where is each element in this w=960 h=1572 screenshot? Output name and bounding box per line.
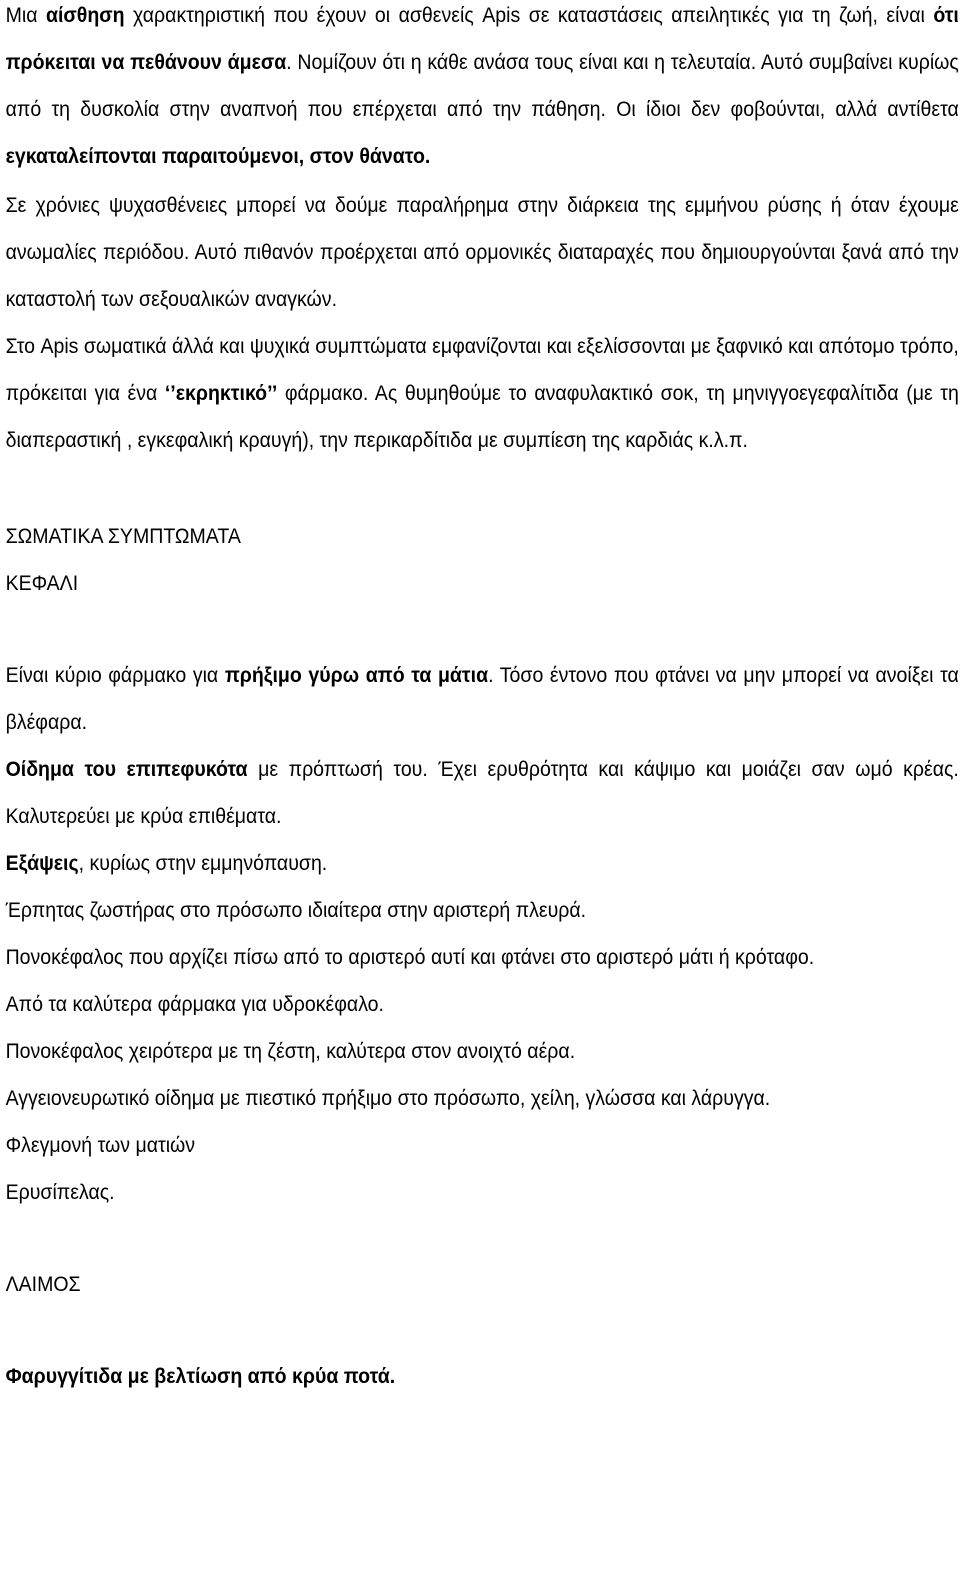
emphasis: Οίδημα του επιπεφυκότα xyxy=(5,758,248,781)
psychosis-paragraph: Σε χρόνιες ψυχασθένειες μπορεί να δούμε παραλήρημα στην διάρκεια της εμμήνου ρύσης ή όταν έχουμε ανωμαλίες περιόδου. Αυτό πιθανόν προέρχεται από ορμονικές διαταραχές που δημιουργούνται ξανά από την καταστολή των σεξουαλικών αναγκών. xyxy=(5,194,959,311)
throat-item xyxy=(6,1353,959,1400)
text: Είναι κύριο φάρμακο για xyxy=(5,664,225,687)
text: , κυρίως στην εμμηνόπαυση. xyxy=(78,852,328,875)
head-item xyxy=(6,746,959,840)
heading-throat: ΛΑΙΜΟΣ xyxy=(5,1273,81,1296)
head-item: Από τα καλύτερα φάρμακα για υδροκέφαλο. xyxy=(5,993,384,1016)
text: με πρόπτωσή του. Έχει ερυθρότητα και κάψιμο και μοιάζει σαν ωμό κρέας. Καλυτερεύει με κρύα επιθέματα. xyxy=(5,758,959,828)
head-item: Αγγειονευρωτικό οίδημα με πιεστικό πρήξιμο στο πρόσωπο, χείλη, γλώσσα και λάρυγγα. xyxy=(5,1087,771,1110)
emphasis: Εξάψεις xyxy=(5,852,79,875)
text: . Νομίζουν ότι η κάθε ανάσα τους είναι και η τελευταία. Αυτό συμβαίνει κυρίως από τη δυσκολία στην αναπνοή που επέρχεται από την πάθηση. Οι ίδιοι δεν φοβούνται, αλλά αντίθετα xyxy=(5,51,959,121)
head-item: Πονοκέφαλος που αρχίζει πίσω από το αριστερό αυτί και φτάνει στο αριστερό μάτι ή κρόταφο. xyxy=(5,946,815,969)
head-item xyxy=(6,652,959,746)
emphasis: εγκαταλείπονται παραιτούμενοι, στον θάνατο. xyxy=(5,145,431,168)
onset-paragraph xyxy=(6,323,959,464)
head-item xyxy=(6,840,959,887)
heading-symptoms: ΣΩΜΑΤΙΚΑ ΣΥΜΠΤΩΜΑΤΑ xyxy=(5,525,241,548)
text: χαρακτηριστική που έχουν οι ασθενείς Apis σε καταστάσεις απειλητικές για τη ζωή, είναι xyxy=(124,4,934,27)
emphasis: ότι πρόκειται να πεθάνουν άμεσα xyxy=(5,4,959,74)
heading-head: ΚΕΦΑΛΙ xyxy=(5,572,79,595)
emphasis: Φαρυγγίτιδα με βελτίωση από κρύα ποτά. xyxy=(5,1365,396,1388)
head-item: Πονοκέφαλος χειρότερα με τη ζέστη, καλύτερα στον ανοιχτό αέρα. xyxy=(5,1040,576,1063)
emphasis: ‘’εκρηκτικό’’ xyxy=(164,382,278,405)
document-body xyxy=(6,0,959,1400)
text: Στο Apis σωματικά άλλά και ψυχικά συμπτώματα εμφανίζονται και εξελίσσονται με ξαφνικό και απότομο τρόπο, πρόκειται για ένα xyxy=(5,335,959,405)
text: Μια xyxy=(5,4,46,27)
text: φάρμακο. Ας θυμηθούμε το αναφυλακτικό σοκ, τη μηνιγγοεγεφαλίτιδα (με τη διαπεραστική , εγκεφαλική κραυγή), την περικαρδίτιδα με συμπίεση της καρδιάς κ.λ.π. xyxy=(5,382,959,452)
head-item: Έρπητας ζωστήρας στο πρόσωπο ιδιαίτερα στην αριστερή πλευρά. xyxy=(5,899,587,922)
emphasis: αίσθηση xyxy=(45,4,125,27)
intro-paragraph xyxy=(6,0,959,180)
head-item: Φλεγμονή των ματιών xyxy=(5,1134,196,1157)
text: . Τόσο έντονο που φτάνει να μην μπορεί να ανοίξει τα βλέφαρα. xyxy=(5,664,959,734)
emphasis: πρήξιμο γύρω από τα μάτια xyxy=(224,664,489,687)
head-item: Ερυσίπελας. xyxy=(5,1181,115,1204)
